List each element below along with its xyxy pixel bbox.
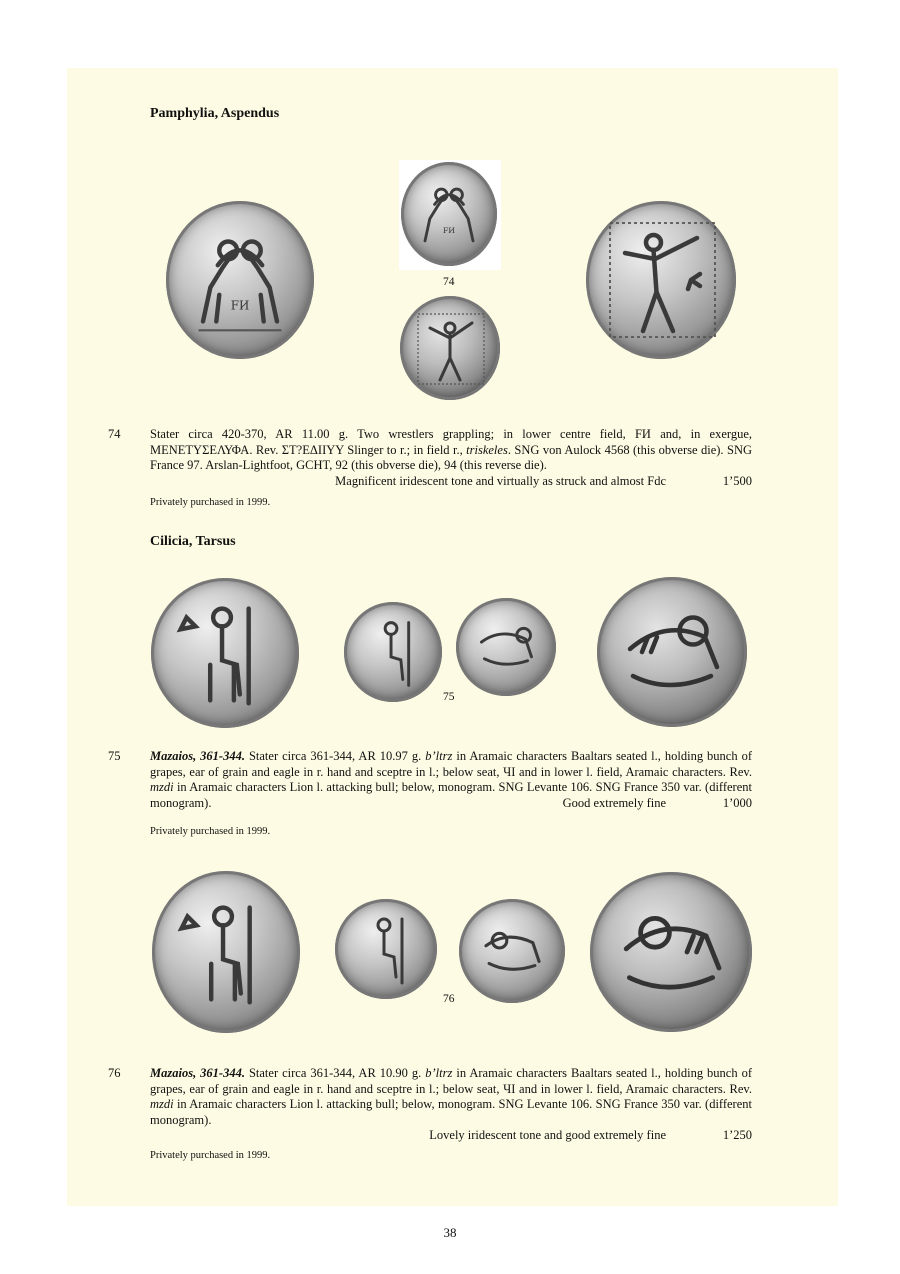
lion-bull-small-image xyxy=(456,598,556,696)
lot-76-price: 1’250 xyxy=(722,1128,752,1142)
lot-75-grade: Good extremely fine xyxy=(562,795,666,810)
baaltars-image xyxy=(151,578,299,728)
lot-75-obverse-enlarged-coin xyxy=(151,578,299,728)
lion-bull-image xyxy=(597,577,747,727)
lot-76-grade: Lovely iridescent tone and good extremely fine xyxy=(429,1128,666,1142)
lot-76-obverse-coin xyxy=(335,899,437,999)
lot-74-price: 1’500 xyxy=(722,473,752,488)
lot-74-grade-line xyxy=(150,474,752,490)
lot-74-description: Stater circa 420-370, AR 11.00 g. Two wrestlers grappling; in lower centre field, FИ and, in exergue, ΜΕΝΕΤΥΣΕΛΥΦΑ. Rev. ΣΤ?ΕΔΙΙΥΥ Slinger to r.; in field r., triskeles. SNG von Aulock 4568 (this obverse die). SNG France 97. Arslan-Lightfoot, GCHT, 92 (this obverse die), 94 (this reverse die). Magnificent iridescent tone and virtually as struck and almost Fdc 1’500 xyxy=(150,427,752,488)
lot-75-reverse-enlarged-coin xyxy=(597,577,747,727)
lot-74-obverse-photo xyxy=(399,160,501,270)
wrestlers-small-image xyxy=(401,162,497,266)
lot-76-plate-label: 76 xyxy=(443,993,455,1005)
lion-bull-image xyxy=(590,872,752,1032)
wrestlers-image xyxy=(166,201,314,359)
lot-74-provenance: Privately purchased in 1999. xyxy=(150,497,271,508)
lot-74-grade: Magnificent iridescent tone and virtually as struck and almost Fdc xyxy=(335,473,666,488)
lot-74-plate-label: 74 xyxy=(443,276,455,288)
baaltars-small-image xyxy=(335,899,437,999)
baaltars-small-image xyxy=(344,602,442,702)
lot-74-obverse-enlarged-coin xyxy=(166,201,314,359)
section-title-cilicia: Cilicia, Tarsus xyxy=(150,534,236,549)
lot-74-reverse-coin xyxy=(400,296,500,400)
lot-75-number: 75 xyxy=(108,749,121,763)
slinger-image xyxy=(586,201,736,359)
lot-75-reverse-coin xyxy=(456,598,556,696)
page-number: 38 xyxy=(443,1225,457,1240)
lot-76-provenance: Privately purchased in 1999. xyxy=(150,1150,271,1161)
svg-text:FИ: FИ xyxy=(230,298,250,313)
lot-75-plate-label: 75 xyxy=(443,691,455,703)
lot-76-description: Mazaios, 361-344. Stater circa 361-344, AR 10.90 g. b’ltrz in Aramaic characters Baaltars seated l., holding bunch of grapes, ear of grain and eagle in r. hand and sceptre in l.; below seat, ЧI and in lower l. field, Aramaic characters. Rev. mzdi in Aramaic characters Lion l. attacking bull; below, monogram. SNG Levante 106. SNG France 350 var. (different monogram). Lovely iridescent tone and good extremely fine 1’250 xyxy=(150,1066,752,1142)
lot-74-obverse-coin xyxy=(401,162,497,266)
lot-74-number: 74 xyxy=(108,427,121,441)
lot-76-number: 76 xyxy=(108,1066,121,1080)
lot-76-reverse-coin xyxy=(459,899,565,1003)
svg-text:FИ: FИ xyxy=(442,226,456,236)
lot-76-reverse-enlarged-coin xyxy=(590,872,752,1032)
lot-75-price: 1’000 xyxy=(722,795,752,810)
lot-76-obverse-enlarged-coin xyxy=(152,871,300,1033)
section-title-pamphylia: Pamphylia, Aspendus xyxy=(150,106,280,121)
lot-75-provenance: Privately purchased in 1999. xyxy=(150,826,271,837)
lot-76-grade-line xyxy=(150,1128,752,1144)
lot-75-grade-line xyxy=(150,796,752,812)
lot-75-obverse-coin xyxy=(344,602,442,702)
lion-bull-small-image xyxy=(459,899,565,1003)
slinger-small-image xyxy=(400,296,500,400)
lot-75-description: Mazaios, 361-344. Stater circa 361-344, AR 10.97 g. b’ltrz in Aramaic characters Baaltars seated l., holding bunch of grapes, ear of grain and eagle in r. hand and sceptre in l.; below seat, ЧI and in lower l. field, Aramaic characters. Rev. mzdi in Aramaic characters Lion l. attacking bull; below, monogram. SNG Levante 106. SNG France 350 var. (different monogram). Good extremely fine 1’000 xyxy=(150,749,752,810)
lot-74-reverse-enlarged-coin xyxy=(586,201,736,359)
baaltars-image xyxy=(152,871,300,1033)
